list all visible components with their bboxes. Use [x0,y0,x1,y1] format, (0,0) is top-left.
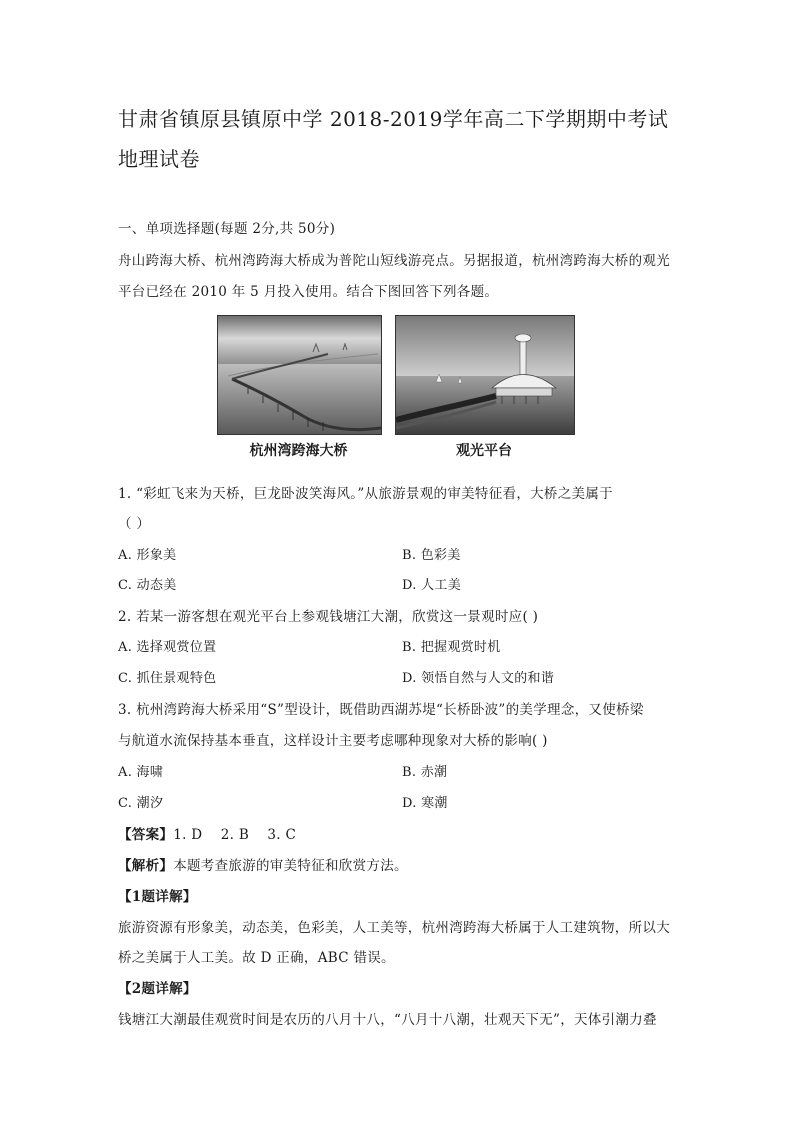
answer-line [118,823,688,843]
detail-2-line-1: 钱塘江大潮最佳观赏时间是农历的八月十八，“八月十八潮，壮观天下无”，天体引潮力叠 [118,1012,657,1028]
question-1-stem-line-2: （ ） [118,516,151,532]
bridge-photo [217,315,382,435]
intro-line-2: 平台已经在 2010 年 5 月投入使用。结合下图回答下列各题。 [118,284,499,300]
detail-1-line-2: 桥之美属于人工美。故 D 正确，ABC 错误。 [118,950,395,966]
question-2-stem: 2. 若某一游客想在观光平台上参观钱塘江大潮，欣赏这一景观时应( ) [118,609,539,625]
question-1-option-b: B. 色彩美 [402,548,461,563]
question-3-option-c: C. 潮汐 [118,796,164,811]
question-3-option-b: B. 赤潮 [402,765,448,780]
detail-1-heading: 【1题详解】 [118,889,197,905]
detail-2-heading: 【2题详解】 [118,981,197,997]
question-1-option-d: D. 人工美 [402,578,462,593]
question-3-option-a: A. 海啸 [118,765,164,780]
platform-photo [395,315,575,435]
analysis-label: 【解析】 [118,858,174,874]
question-2-option-c: C. 抓住景观特色 [118,671,217,686]
question-3-stem-line-1: 3. 杭州湾跨海大桥采用“S”型设计，既借助西湖苏堤“长桥卧波”的美学理念，又使桥梁 [118,702,644,718]
intro-line-1: 舟山跨海大桥、杭州湾跨海大桥成为普陀山短线游亮点。另据报道，杭州湾跨海大桥的观光 [118,253,670,269]
question-2-option-d: D. 领悟自然与人文的和谐 [402,671,555,686]
question-1-stem-line-1: 1. “彩虹飞来为天桥，巨龙卧波笑海风。”从旅游景观的审美特征看，大桥之美属于 [118,486,613,502]
answer-text: 1. D 2. B 3. C [173,827,297,843]
analysis-line [118,854,688,874]
bridge-caption: 杭州湾跨海大桥 [249,443,348,459]
platform-caption: 观光平台 [456,443,512,459]
document-title: 甘肃省镇原县镇原中学 2018-2019学年高二下学期期中考试 [118,107,669,131]
section-heading: 一、单项选择题(每题 2分,共 50分) [118,221,336,237]
detail-1-line-1: 旅游资源有形象美，动态美，色彩美，人工美等，杭州湾跨海大桥属于人工建筑物，所以大 [118,920,670,936]
question-2-option-b: B. 把握观赏时机 [402,640,501,655]
document-subtitle: 地理试卷 [118,147,200,171]
question-2-option-a: A. 选择观赏位置 [118,640,217,655]
question-3-stem-line-2: 与航道水流保持基本垂直，这样设计主要考虑哪种现象对大桥的影响( ) [118,733,548,749]
question-1-option-c: C. 动态美 [118,578,177,593]
question-1-option-a: A. 形象美 [118,548,177,563]
analysis-text: 本题考查旅游的审美特征和欣赏方法。 [173,858,408,874]
answer-label: 【答案】 [118,827,174,843]
question-3-option-d: D. 寒潮 [402,796,448,811]
